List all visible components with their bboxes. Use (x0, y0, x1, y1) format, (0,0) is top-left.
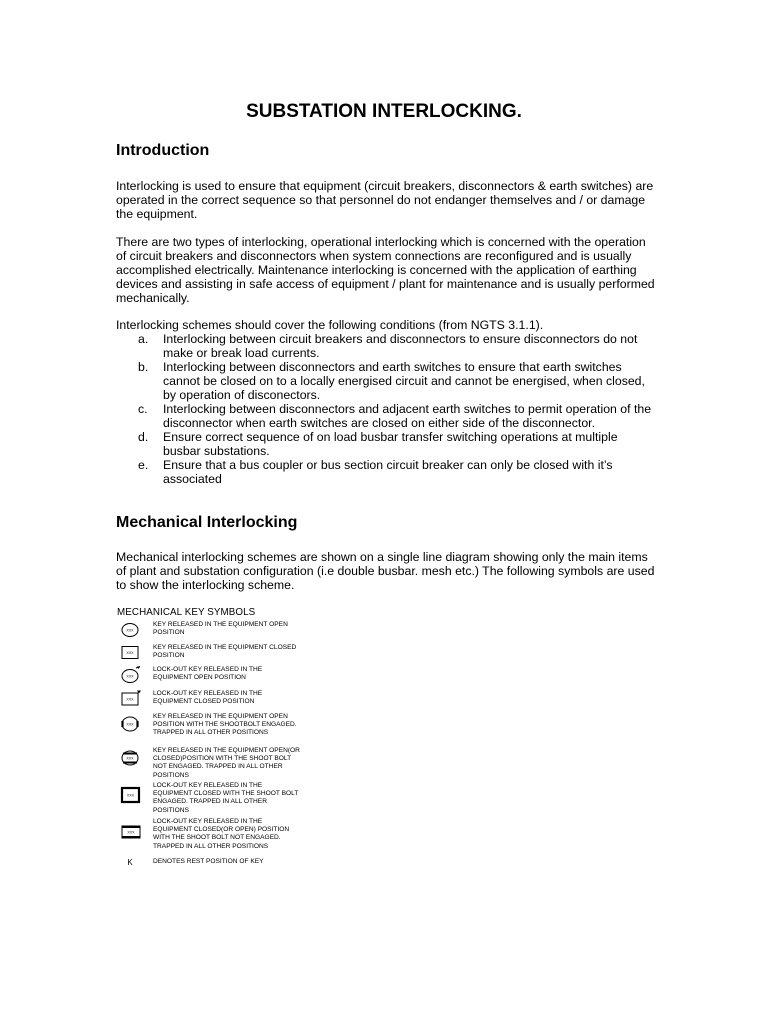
mechanical-interlocking-heading: Mechanical Interlocking (116, 514, 298, 531)
page-title: SUBSTATION INTERLOCKING. (246, 101, 522, 122)
list-item (116, 360, 656, 402)
key-closed-square-icon (118, 644, 144, 666)
key-open-circle-icon (118, 621, 144, 643)
list-item-text: Interlocking between circuit breakers and disconnectors to ensure disconnectors do not make or break load currents. (163, 332, 638, 360)
lockout-key-closed-icon (118, 690, 144, 712)
introduction-heading: Introduction (116, 142, 210, 159)
lockout-closed-shootbolt-icon (118, 782, 144, 804)
key-code-label: XXX (127, 830, 135, 835)
symbol-description: LOCK-OUT KEY RELEASED IN THE EQUIPMENT CLOSED POSITION (153, 690, 263, 706)
shootbolt-not-engaged-icon (118, 747, 144, 769)
symbol-description: KEY RELEASED IN THE EQUIPMENT CLOSED POSITION (153, 644, 297, 660)
symbol-description: LOCK-OUT KEY RELEASED IN THE EQUIPMENT CLOSED WITH THE SHOOT BOLT ENGAGED. TRAPPED IN ALL OTHER POSITIONS (153, 782, 299, 814)
symbol-description: KEY RELEASED IN THE EQUIPMENT OPEN POSITION WITH THE SHOOTBOLT ENGAGED. TRAPPED IN ALL OTHER POSITIONS (153, 713, 297, 737)
list-marker: e. (138, 458, 149, 472)
list-item (116, 458, 656, 486)
key-code-label: XXX (126, 674, 134, 679)
symbol-row (118, 858, 318, 888)
mechanical-paragraph: Mechanical interlocking schemes are shown on a single line diagram showing only the main items of plant and substation configuration (i.e double busbar. mesh etc.) The following symbols are used to show the interlocking scheme. (116, 550, 655, 592)
list-item-text: Interlocking between disconnectors and adjacent earth switches to permit operation of the disconnector when earth switches are closed on either side of the disconnector. (163, 402, 652, 430)
key-code-label: XXX (126, 651, 134, 655)
symbol-row (118, 782, 318, 812)
list-marker: a. (138, 332, 149, 346)
list-item (116, 402, 656, 430)
symbol-description: KEY RELEASED IN THE EQUIPMENT OPEN POSITION (153, 621, 288, 637)
symbol-description: DENOTES REST POSITION OF KEY (153, 858, 264, 865)
symbol-row (118, 747, 318, 777)
symbol-row (118, 818, 318, 848)
symbol-description: LOCK-OUT KEY RELEASED IN THE EQUIPMENT CLOSED(OR OPEN) POSITION WITH THE SHOOT BOLT NOT ENGAGED. TRAPPED IN ALL OTHER POSITIONS (153, 818, 290, 850)
symbol-description: LOCK-OUT KEY RELEASED IN THE EQUIPMENT OPEN POSITION (153, 666, 263, 682)
key-code-label: XXX (126, 722, 134, 727)
list-marker: c. (138, 402, 148, 416)
list-item-text: Ensure correct sequence of on load busbar transfer switching operations at multiple busbar substations. (163, 430, 618, 458)
key-code-label: XXX (126, 793, 135, 798)
symbol-description: KEY RELEASED IN THE EQUIPMENT OPEN(OR CLOSED)POSITION WITH THE SHOOT BOLT NOT ENGAGED. TRAPPED IN ALL OTHER POSITIONS (153, 747, 300, 779)
list-marker: b. (138, 360, 149, 374)
conditions-list (116, 332, 656, 486)
list-item (116, 430, 656, 458)
symbol-row (118, 713, 318, 743)
list-item-text: Interlocking between disconnectors and earth switches to ensure that earth switches cannot be closed on to a locally energised circuit and cannot be energised, when closed, by operation of disconectors. (163, 360, 645, 402)
list-item (116, 332, 656, 360)
symbols-heading: MECHANICAL KEY SYMBOLS (117, 607, 256, 618)
key-code-label: XXX (126, 628, 134, 633)
lockout-key-open-icon (118, 666, 144, 688)
key-code-label: XXX (126, 756, 134, 761)
rest-position-k-icon: K (127, 858, 133, 867)
key-code-label: XXX (126, 697, 134, 702)
list-marker: d. (138, 430, 149, 444)
shootbolt-open-engaged-icon (118, 713, 144, 735)
list-item-text: Ensure that a bus coupler or bus section circuit breaker can only be closed with it’s associated (163, 458, 613, 486)
intro-paragraph-1: Interlocking is used to ensure that equipment (circuit breakers, disconnectors & earth switches) are operated in the correct sequence so that personnel do not endanger themselves and / or damage the equipment. (116, 179, 654, 221)
lockout-closed-or-open-icon (118, 818, 144, 840)
intro-paragraph-3: Interlocking schemes should cover the following conditions (from NGTS 3.1.1). (116, 318, 544, 332)
intro-paragraph-2: There are two types of interlocking, operational interlocking which is concerned with the operation of circuit breakers and disconnectors when system connections are reconfigured and is usually accomplished electrically. Maintenance interlocking is concerned with the application of earthing devices and assisting in safe access of equipment / plant for maintenance and is usually performed mechanically. (116, 235, 655, 305)
